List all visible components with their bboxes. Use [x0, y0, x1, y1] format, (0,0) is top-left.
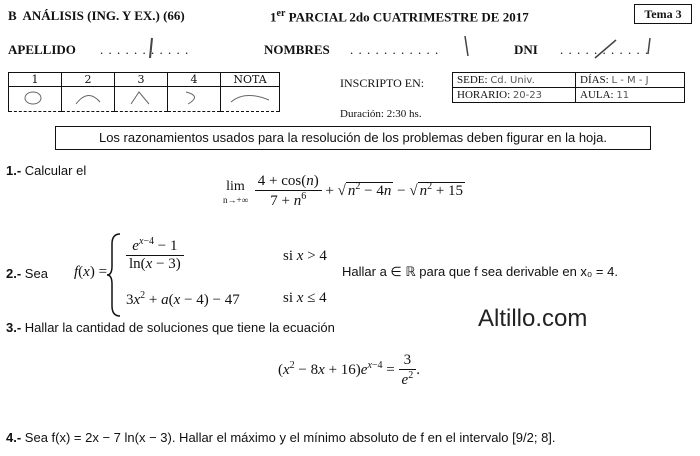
- inscripto-label: INSCRIPTO EN:: [340, 76, 425, 90]
- q2-label: 2.-: [6, 266, 22, 281]
- q2-fx: f(x) =: [74, 264, 108, 280]
- piecewise-brace: [106, 232, 122, 318]
- exam-code: B: [8, 8, 17, 23]
- q1-formula: lim n→+∞ $\frac{4 + \cos(n)}{7 + n^6}$ + √ $n^2 - 4n$ − √ $n^2 + 15$: [223, 173, 464, 209]
- info-table: [452, 72, 685, 103]
- dni-label: DNI: [514, 42, 538, 57]
- q1: [6, 163, 86, 178]
- course-header: [8, 8, 185, 24]
- instructions-notice: Los razonamientos usados para la resolución de los problemas deben figurar en la hoja.: [55, 126, 651, 150]
- grade-cell-1[interactable]: [9, 87, 62, 112]
- q4-interval: [9/2; 8].: [512, 430, 556, 445]
- q4-text: Sea f(x) = 2x − 7 ln(x − 3). Hallar el máximo y el mínimo absoluto de f en el intervalo: [24, 430, 509, 445]
- grade-cell-nota[interactable]: [221, 87, 280, 112]
- q4: [6, 430, 556, 445]
- q2-cond1: si x > 4: [283, 248, 327, 264]
- q2-case2: $3x^2 + a(x - 4) - 47$: [126, 290, 240, 308]
- apellido-label: APELLIDO: [8, 42, 76, 57]
- horario-value: 20-23: [512, 90, 542, 101]
- grade-header-4: 4: [168, 73, 221, 87]
- q2-hallar: Hallar a ∈ ℝ para que f sea derivable en x₀ = 4.: [342, 264, 618, 279]
- grade-header-1: 1: [9, 73, 62, 87]
- tema-box: Tema 3: [634, 4, 692, 24]
- grade-cell-3[interactable]: [115, 87, 168, 112]
- sede-label: SEDE:: [457, 74, 488, 86]
- q3-label: 3.-: [6, 320, 22, 335]
- nombres-label: NOMBRES: [264, 42, 330, 57]
- grade-cell-4[interactable]: [168, 87, 221, 112]
- q2-text: Sea: [24, 266, 48, 281]
- nombres-field[interactable]: . . . . . . . . . . .: [350, 42, 440, 57]
- sede-value: Cd. Univ.: [490, 75, 535, 86]
- q1-label: 1.-: [6, 163, 22, 178]
- q2: [6, 266, 48, 281]
- q3-text: Hallar la cantidad de soluciones que tiene la ecuación: [24, 320, 335, 335]
- horario-label: HORARIO:: [457, 89, 511, 101]
- watermark: Altillo.com: [478, 305, 588, 332]
- grade-header-nota: NOTA: [221, 73, 280, 87]
- handwriting-strokes: [140, 34, 700, 62]
- apellido-field[interactable]: . . . . . . . . . . .: [100, 42, 190, 57]
- grade-header-2: 2: [62, 73, 115, 87]
- q4-label: 4.-: [6, 430, 22, 445]
- dias-value: L - M - J: [611, 75, 649, 86]
- aula-label: AULA:: [580, 89, 614, 101]
- course-name: ANÁLISIS (ING. Y EX.) (66): [22, 8, 185, 23]
- q2-case1: $\frac{e^{x-4} - 1}{\ln(x - 3)}$: [126, 236, 184, 273]
- grade-cell-2[interactable]: [62, 87, 115, 112]
- q3-equation: $(x^2 - 8x + 16)e^{x-4}$ = $\frac{3}{e^2}$ .: [278, 352, 420, 388]
- aula-value: 11: [616, 90, 630, 101]
- grade-header-3: 3: [115, 73, 168, 87]
- exam-title: 1er PARCIAL 2do CUATRIMESTRE DE 2017: [270, 8, 529, 25]
- q2-cond2: si x ≤ 4: [283, 290, 327, 306]
- duracion: Duración: 2:30 hs.: [340, 108, 422, 120]
- dni-field[interactable]: . . . . . . . . . . .: [560, 42, 650, 57]
- q3: [6, 320, 335, 335]
- dias-label: DÍAS:: [580, 74, 609, 86]
- grade-table: [8, 72, 280, 112]
- q1-text: Calcular el: [24, 163, 87, 178]
